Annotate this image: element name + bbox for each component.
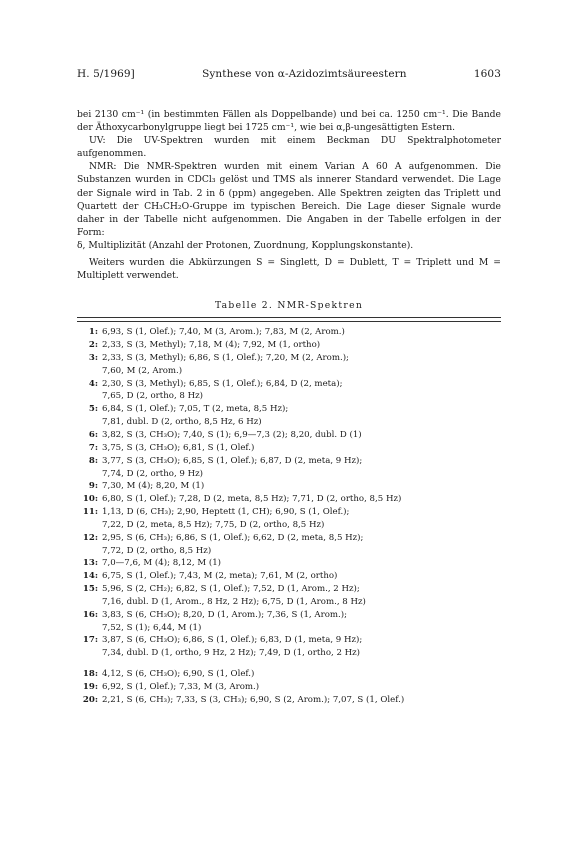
signal-line: 3,82, S (3, CH₃O); 7,40, S (1); 6,9—7,3 (2); 8,20, dubl. D (1) — [102, 429, 362, 440]
signal-line: 7,22, D (2, meta, 8,5 Hz); 7,75, D (2, ortho, 8,5 Hz) — [102, 519, 325, 530]
compound-number: 5: — [88, 404, 98, 415]
table-row — [77, 493, 501, 506]
page-number: 1603 — [473, 68, 501, 80]
nmr-signals — [102, 455, 501, 481]
table-row — [77, 583, 501, 609]
paragraph-ir: bei 2130 cm⁻¹ (in bestimmten Fällen als Doppelbande) und bei ca. 1250 cm⁻¹. Die Bande der Äthoxycarbonylgruppe liegt bei 1725 cm⁻¹, wie bei α,β-ungesättigten Estern. — [77, 109, 501, 134]
running-title: Synthese von α-Azidozimtsäureestern — [202, 68, 407, 80]
paragraph-uv: UV: Die UV-Spektren wurden mit einem Beckman DU Spektralphotometer aufgenommen. — [77, 135, 501, 160]
signal-line: 7,30, M (4); 8,20, M (1) — [102, 481, 205, 492]
table-row — [77, 570, 501, 583]
table-title: Tabelle 2. NMR-Spektren — [214, 300, 364, 312]
compound-number: 13: — [82, 558, 98, 569]
signal-line: 7,65, D (2, ortho, 8 Hz) — [102, 391, 203, 402]
compound-number: 17: — [82, 635, 98, 646]
table-row — [77, 681, 501, 694]
compound-number: 18: — [82, 669, 98, 680]
nmr-signals — [102, 339, 501, 352]
nmr-signals — [102, 570, 501, 583]
body-text — [77, 108, 501, 282]
paragraph-format: δ, Multiplizität (Anzahl der Protonen, Zuordnung, Kopplungskonstante). — [77, 239, 414, 251]
table-row — [77, 352, 501, 378]
signal-line: 1,13, D (6, CH₃); 2,90, Heptett (1, CH); 6,90, S (1, Olef.); — [102, 507, 350, 518]
table-row — [77, 326, 501, 339]
compound-number: 4: — [88, 378, 98, 389]
nmr-signals — [102, 506, 501, 532]
signal-line: 6,75, S (1, Olef.); 7,43, M (2, meta); 7,61, M (2, ortho) — [102, 571, 338, 582]
nmr-signals — [102, 583, 501, 609]
compound-number: 12: — [82, 532, 98, 543]
compound-number: 8: — [88, 455, 98, 466]
signal-line: 7,60, M (2, Arom.) — [102, 365, 183, 376]
nmr-signals — [102, 326, 501, 339]
page — [77, 68, 501, 707]
signal-line: 5,96, S (2, CH₂); 6,82, S (1, Olef.); 7,52, D (1, Arom., 2 Hz); — [102, 584, 360, 595]
table-row — [77, 532, 501, 558]
table-row — [77, 557, 501, 570]
signal-line: 6,80, S (1, Olef.); 7,28, D (2, meta, 8,5 Hz); 7,71, D (2, ortho, 8,5 Hz) — [102, 494, 402, 505]
table-row — [77, 442, 501, 455]
table-row — [77, 634, 501, 660]
signal-line: 3,75, S (3, CH₃O); 6,81, S (1, Olef.) — [102, 442, 255, 453]
compound-number: 11: — [82, 507, 98, 518]
table-rule — [77, 317, 501, 322]
signal-line: 2,33, S (3, Methyl); 7,18, M (4); 7,92, M (1, ortho) — [102, 340, 321, 351]
nmr-signals — [102, 609, 501, 635]
nmr-signals — [102, 480, 501, 493]
table-row — [77, 403, 501, 429]
signal-line: 7,52, S (1); 6,44, M (1) — [102, 622, 202, 633]
running-header — [77, 68, 501, 80]
table-row — [77, 609, 501, 635]
nmr-signals — [102, 668, 501, 681]
journal-issue: H. 5/1969] — [77, 68, 135, 80]
compound-number: 9: — [88, 481, 98, 492]
nmr-signals — [102, 634, 501, 660]
signal-line: 7,0—7,6, M (4); 8,12, M (1) — [102, 558, 222, 569]
compound-number: 1: — [88, 327, 98, 338]
signal-line: 3,77, S (3, CH₃O); 6,85, S (1, Olef.); 6,87, D (2, meta, 9 Hz); — [102, 455, 363, 466]
table-row — [77, 694, 501, 707]
nmr-signals — [102, 694, 501, 707]
compound-number: 7: — [88, 442, 98, 453]
compound-number: 16: — [82, 609, 98, 620]
signal-line: 3,83, S (6, CH₃O); 8,20, D (1, Arom.); 7,36, S (1, Arom.); — [102, 609, 348, 620]
nmr-signals — [102, 352, 501, 378]
signal-line: 7,34, dubl. D (1, ortho, 9 Hz, 2 Hz); 7,49, D (1, ortho, 2 Hz) — [102, 648, 361, 659]
table-row — [77, 429, 501, 442]
signal-line: 7,72, D (2, ortho, 8,5 Hz) — [102, 545, 212, 556]
nmr-signals — [102, 429, 501, 442]
table-row — [77, 480, 501, 493]
nmr-signals — [102, 532, 501, 558]
nmr-signals — [102, 681, 501, 694]
compound-number: 19: — [82, 682, 98, 692]
signal-line: 2,33, S (3, Methyl); 6,86, S (1, Olef.); 7,20, M (2, Arom.); — [102, 352, 349, 363]
signal-line: 2,30, S (3, Methyl); 6,85, S (1, Olef.); 6,84, D (2, meta); — [102, 378, 343, 389]
nmr-signals — [102, 557, 501, 570]
compound-number: 3: — [88, 352, 98, 363]
signal-line: 7,74, D (2, ortho, 9 Hz) — [102, 468, 203, 479]
signal-line: 6,84, S (1, Olef.); 7,05, T (2, meta, 8,5 Hz); — [102, 404, 289, 415]
table-row — [77, 455, 501, 481]
paragraph-nmr: NMR: Die NMR-Spektren wurden mit einem Varian A 60 A aufgenommen. Die Substanzen wurden in CDCl₃ gelöst und TMS als innerer Standard verwendet. Die Lage der Signale wird in Tab. 2 in δ (ppm) angegeben. Alle Spektren zeigten das Triplett und Quartett der CH₃CH₂O-Gruppe im typischen Bereich. Die Lage dieser Signale wurde daher in der Tabelle nicht aufgenommen. Die Angaben in der Tabelle erfolgen in der Form: — [77, 161, 501, 238]
table-row — [77, 378, 501, 404]
nmr-table — [77, 326, 501, 706]
nmr-signals — [102, 493, 501, 506]
signal-line: 6,93, S (1, Olef.); 7,40, M (3, Arom.); 7,83, M (2, Arom.) — [102, 327, 345, 338]
table-row — [77, 506, 501, 532]
nmr-signals — [102, 442, 501, 455]
table-row — [77, 339, 501, 352]
nmr-signals — [102, 378, 501, 404]
compound-number: 2: — [88, 340, 98, 351]
compound-number: 14: — [82, 571, 98, 582]
table-row — [77, 668, 501, 681]
compound-number: 6: — [88, 429, 98, 440]
signal-line: 4,12, S (6, CH₃O); 6,90, S (1, Olef.) — [102, 669, 255, 680]
signal-line: 3,87, S (6, CH₃O); 6,86, S (1, Olef.); 6,83, D (1, meta, 9 Hz); — [102, 635, 363, 646]
compound-number: 10: — [82, 494, 98, 505]
signal-line: 7,16, dubl. D (1, Arom., 8 Hz, 2 Hz); 6,75, D (1, Arom., 8 Hz) — [102, 596, 366, 607]
signal-line: 7,81, dubl. D (2, ortho, 8,5 Hz, 6 Hz) — [102, 417, 262, 428]
compound-number: 15: — [82, 584, 98, 595]
paragraph-abbreviations: Weiters wurden die Abkürzungen S = Singlett, D = Dublett, T = Triplett und M = Multiplett verwendet. — [77, 257, 501, 282]
signal-line: 2,21, S (6, CH₃); 7,33, S (3, CH₃); 6,90, S (2, Arom.); 7,07, S (1, Olef.) — [102, 694, 405, 705]
signal-line: 6,92, S (1, Olef.); 7,33, M (3, Arom.) — [102, 682, 260, 692]
compound-number: 20: — [82, 694, 98, 705]
nmr-signals — [102, 403, 501, 429]
signal-line: 2,95, S (6, CH₃); 6,86, S (1, Olef.); 6,62, D (2, meta, 8,5 Hz); — [102, 532, 364, 543]
